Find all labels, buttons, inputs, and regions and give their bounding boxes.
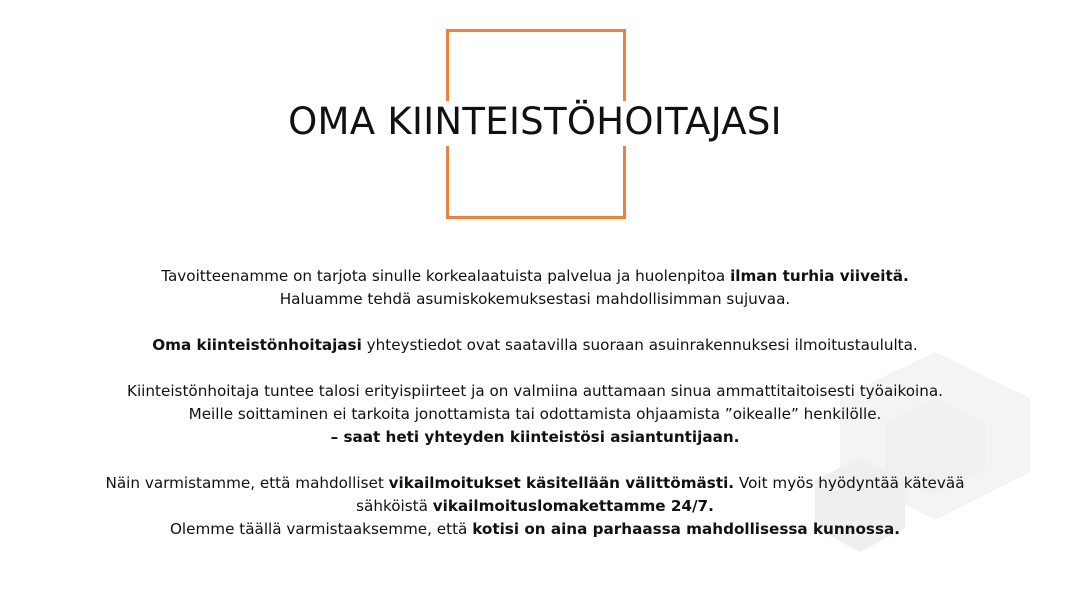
page-title: OMA KIINTEISTÖHOITAJASI <box>288 100 782 143</box>
title-frame-bottom <box>446 146 626 219</box>
fault-line-3 <box>60 518 1010 541</box>
title-frame-top <box>446 29 626 101</box>
intro-line-2: Haluamme tehdä asumiskokemuksestasi mahdollisimman sujuvaa. <box>279 290 791 308</box>
fault-line-2 <box>60 495 1010 518</box>
fault-emphasis-a: vikailmoitukset käsitellään välittömästi. <box>388 474 735 492</box>
fault-text-b: Voit myös hyödyntää kätevää <box>734 474 965 492</box>
intro-emphasis: ilman turhia viiveitä. <box>730 267 909 285</box>
fault-line-1 <box>60 472 1010 495</box>
paragraph-caretaker <box>60 380 1010 449</box>
paragraph-intro <box>60 265 1010 311</box>
fault-emphasis-b: vikailmoituslomakettamme 24/7. <box>432 497 714 515</box>
fault-text-d: Olemme täällä varmistaaksemme, että <box>169 520 473 538</box>
contact-line <box>60 334 1010 357</box>
fault-text-c: sähköistä <box>356 497 433 515</box>
intro-text: Tavoitteenamme on tarjota sinulle korkealaatuista palvelua ja huolenpitoa <box>161 267 731 285</box>
fault-text-a: Näin varmistamme, että mahdolliset <box>105 474 389 492</box>
contact-emphasis: Oma kiinteistönhoitajasi <box>152 336 362 354</box>
caretaker-line-2: Meille soittaminen ei tarkoita jonottamista tai odottamista ohjaamista ”oikealle” henkilölle. <box>188 405 882 423</box>
intro-line-1 <box>60 265 1010 288</box>
paragraph-contact <box>60 334 1010 357</box>
body-text <box>60 265 1010 541</box>
fault-emphasis-c: kotisi on aina parhaassa mahdollisessa kunnossa. <box>472 520 901 538</box>
title-block <box>0 0 1070 230</box>
contact-text: yhteystiedot ovat saatavilla suoraan asuinrakennuksesi ilmoitustaululta. <box>361 336 918 354</box>
paragraph-fault-report <box>60 472 1010 541</box>
caretaker-line-1: Kiinteistönhoitaja tuntee talosi erityispiirteet ja on valmiina auttamaan sinua ammattitaitoisesti työaikoina. <box>127 382 943 400</box>
caretaker-line-3: – saat heti yhteyden kiinteistösi asiantuntijaan. <box>330 428 740 446</box>
